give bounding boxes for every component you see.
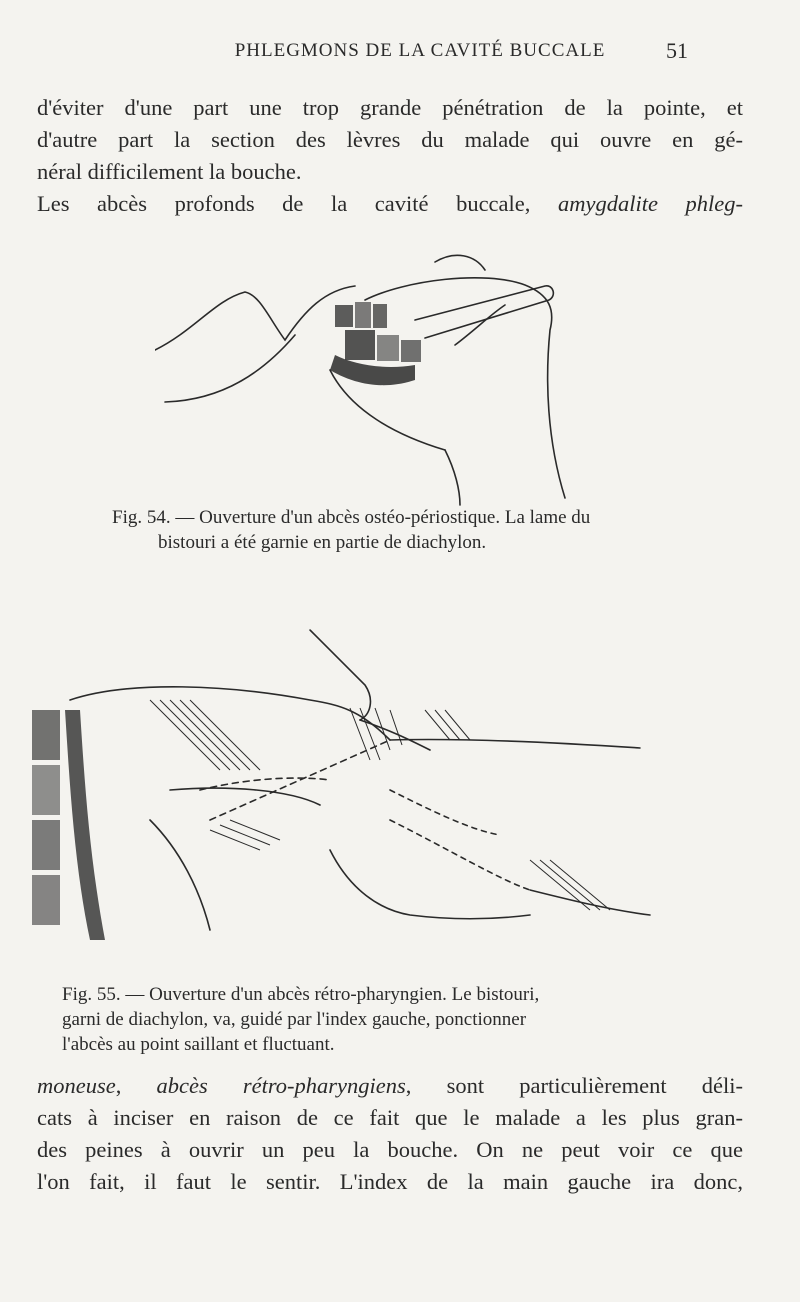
- figure-55-illustration: [30, 590, 670, 950]
- fig54-thumb: [455, 305, 505, 345]
- figure-54-caption-line-1: Fig. 54. — Ouverture d'un abcès ostéo-périostique. La lame du: [112, 507, 591, 528]
- figure-54-caption: [112, 505, 590, 555]
- fig55-pharynx: [150, 820, 210, 930]
- page-number: 51: [666, 38, 688, 63]
- fig55-palate: [70, 687, 390, 740]
- fig54-scalpel: [415, 286, 553, 338]
- intro-line-4: [37, 188, 743, 220]
- fig55-vertebrae: [32, 710, 105, 940]
- fig54-chin: [165, 335, 295, 402]
- fig55-scalpel: [210, 740, 390, 820]
- continuation-line-2: cats à inciser en raison de ce fait que le malade a les plus gran-: [37, 1105, 743, 1130]
- intro-line-4-italic: amygdalite phleg-: [557, 191, 743, 216]
- continuation-line-1: [37, 1070, 743, 1102]
- fig54-upper-lip: [155, 286, 355, 350]
- continuation-paragraph: [37, 1070, 743, 1198]
- continuation-line-1-rest: , sont particulièrement déli-: [405, 1073, 744, 1098]
- fig55-chin: [330, 850, 530, 919]
- figure-54-caption-line-2: bistouri a été garnie en partie de diachylon.: [158, 532, 487, 553]
- fig54-teeth: [330, 302, 421, 385]
- fig54-finger: [435, 255, 485, 270]
- continuation-italic-a: moneuse: [37, 1073, 116, 1098]
- continuation-italic-b: abcès rétro-pharyngiens: [156, 1073, 406, 1098]
- intro-line-2: d'autre part la section des lèvres du malade qui ouvre en gé-: [37, 127, 743, 152]
- intro-line-1: d'éviter d'une part une trop grande pénétration de la pointe, et: [37, 95, 743, 120]
- continuation-line-4: l'on fait, il faut le sentir. L'index de la main gauche ira donc,: [37, 1169, 743, 1194]
- figure-55-caption: [62, 982, 539, 1057]
- figure-55-caption-line-2: garni de diachylon, va, guidé par l'index gauche, ponctionner: [62, 1009, 527, 1030]
- intro-paragraph: [37, 92, 743, 220]
- fig55-hand-upper: [390, 739, 640, 748]
- fig55-tongue: [170, 788, 320, 805]
- running-header: PHLEGMONS DE LA CAVITÉ BUCCALE: [234, 40, 606, 61]
- continuation-line-3: des peines à ouvrir un peu la bouche. On ne peut voir ce que: [37, 1137, 743, 1162]
- intro-line-3: néral difficilement la bouche.: [37, 159, 302, 184]
- figure-55-caption-line-3: l'abcès au point saillant et fluctuant.: [62, 1034, 335, 1055]
- continuation-sep: ,: [115, 1073, 157, 1098]
- figure-55-caption-line-1: Fig. 55. — Ouverture d'un abcès rétro-pharyngien. Le bistouri,: [62, 984, 540, 1005]
- intro-line-4-text: Les abcès profonds de la cavité buccale,: [37, 191, 558, 216]
- figure-54-illustration: [155, 250, 635, 510]
- fig54-hand: [365, 278, 565, 498]
